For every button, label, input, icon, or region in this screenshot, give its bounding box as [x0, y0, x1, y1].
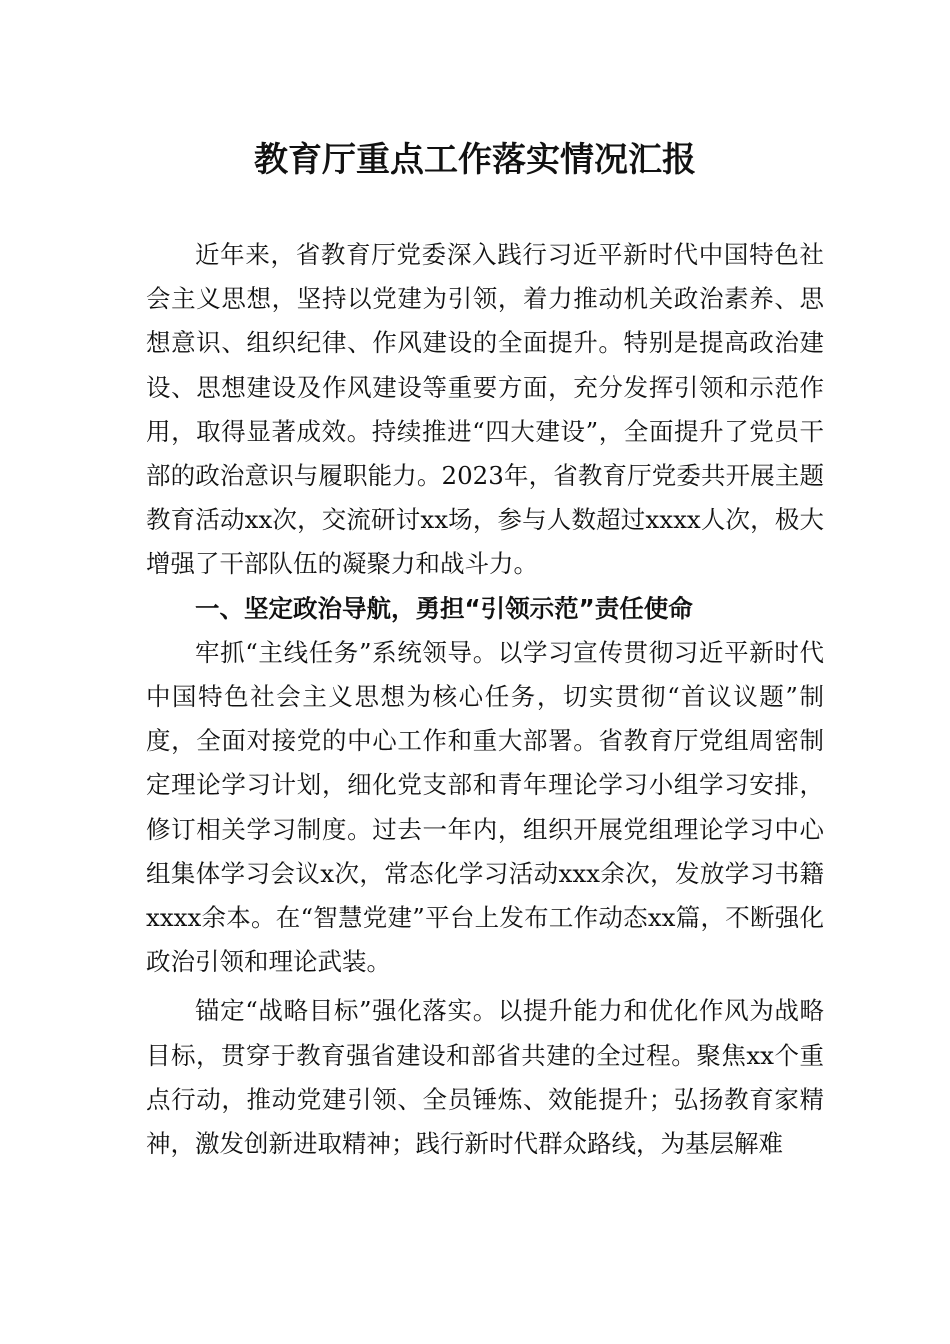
section1-paragraph-2: 锚定“战略目标”强化落实。以提升能力和优化作风为战略目标，贯穿于教育强省建设和部省共建的全过程。聚焦xx个重点行动，推动党建引领、全员锤炼、效能提升；弘扬教育家精神，激发创新进取精神；践行新时代群众路线，为基层解难	[146, 996, 824, 1159]
intro-paragraph: 近年来，省教育厅党委深入践行习近平新时代中国特色社会主义思想，坚持以党建为引领，着力推动机关政治素养、思想意识、组织纪律、作风建设的全面提升。特别是提高政治建设、思想建设及作风建设等重要方面，充分发挥引领和示范作用，取得显著成效。持续推进“四大建设”，全面提升了党员干部的政治意识与履职能力。2023年，省教育厅党委共开展主题教育活动xx次，交流研讨xx场，参与人数超过xxxx人次，极大增强了干部队伍的凝聚力和战斗力。	[146, 240, 824, 579]
document-title: 教育厅重点工作落实情况汇报	[254, 140, 696, 180]
section1-paragraph-1: 牢抓“主线任务”系统领导。以学习宣传贯彻习近平新时代中国特色社会主义思想为核心任务，切实贯彻“首议议题”制度，全面对接党的中心工作和重大部署。省教育厅党组周密制定理论学习计划，细化党支部和青年理论学习小组学习安排，修订相关学习制度。过去一年内，组织开展党组理论学习中心组集体学习会议x次，常态化学习活动xxx余次，发放学习书籍xxxx余本。在“智慧党建”平台上发布工作动态xx篇，不断强化政治引领和理论武装。	[146, 637, 824, 977]
document-body	[146, 233, 824, 1166]
section-heading-1: 一、坚定政治导航，勇担“引领示范”责任使命	[195, 593, 693, 623]
